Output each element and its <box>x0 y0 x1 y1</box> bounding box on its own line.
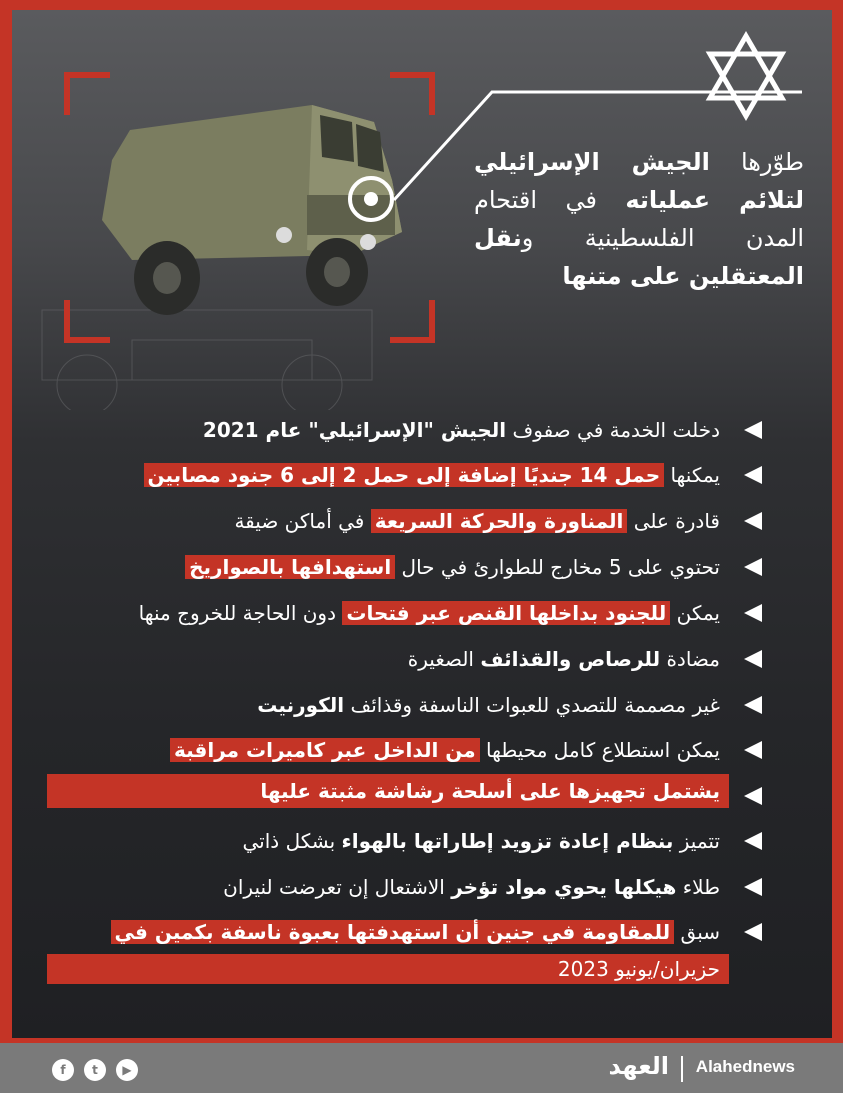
infographic-card <box>12 10 832 1038</box>
fact-item: تحتوي على 5 مخارج للطوارئ في حال استهدافها بالصواريخ <box>185 549 720 585</box>
star-of-david-icon <box>710 36 782 116</box>
bullet-arrow-icon <box>744 832 762 850</box>
bullet-arrow-icon <box>744 741 762 759</box>
brand-divider <box>681 1056 683 1082</box>
twitter-icon[interactable]: t <box>84 1059 106 1081</box>
fact-item: تتميز بنظام إعادة تزويد إطاراتها بالهواء بشكل ذاتي <box>242 829 720 853</box>
fact-item: سبق للمقاومة في جنين أن استهدفتها بعبوة ناسفة بكمين في <box>111 914 720 950</box>
bullet-arrow-icon <box>744 878 762 896</box>
fact-item: غير مصممة للتصدي للعبوات الناسفة وقذائف الكورنيت <box>257 693 720 717</box>
fact-item-continued: حزيران/يونيو 2023 <box>557 957 720 981</box>
youtube-icon[interactable]: ▶ <box>116 1059 138 1081</box>
fact-item: يمكن استطلاع كامل محيطها من الداخل عبر كاميرات مراقبة <box>170 732 720 768</box>
fact-item: يمكنها حمل 14 جنديًا إضافة إلى حمل 2 إلى 6 جنود مصابين <box>144 457 720 493</box>
fact-item: طلاء هيكلها يحوي مواد تؤخر الاشتعال إن تعرضت لنيران <box>223 875 720 899</box>
fact-item: مضادة للرصاص والقذائف الصغيرة <box>407 647 720 671</box>
fact-item: يمكن للجنود بداخلها القنص عبر فتحات دون الحاجة للخروج منها <box>138 601 720 625</box>
bullet-arrow-icon <box>744 923 762 941</box>
headline: طوّرها الجيش الإسرائيلي لتلائم عملياته في اقتحام المدن الفلسطينية ونقل المعتقلين على متنها <box>474 148 805 290</box>
bullet-arrow-icon <box>744 421 762 439</box>
fact-item: يشتمل تجهيزها على أسلحة رشاشة مثبتة عليها <box>260 779 720 803</box>
brand-logo-arabic: العهد <box>608 1052 669 1080</box>
fact-item: قادرة على المناورة والحركة السريعة في أماكن ضيقة <box>234 509 720 533</box>
bullet-arrow-icon <box>744 604 762 622</box>
bullet-arrow-icon <box>744 512 762 530</box>
bullet-arrow-icon <box>744 466 762 484</box>
footer <box>0 1043 843 1093</box>
bullet-arrow-icon <box>744 696 762 714</box>
bullet-arrow-icon <box>744 787 762 805</box>
bullet-arrow-icon <box>744 650 762 668</box>
fact-item: دخلت الخدمة في صفوف الجيش "الإسرائيلي" عام 2021 <box>202 418 720 442</box>
brand-name: Alahednews <box>695 1057 795 1076</box>
bullet-arrow-icon <box>744 558 762 576</box>
facebook-icon[interactable]: f <box>52 1059 74 1081</box>
